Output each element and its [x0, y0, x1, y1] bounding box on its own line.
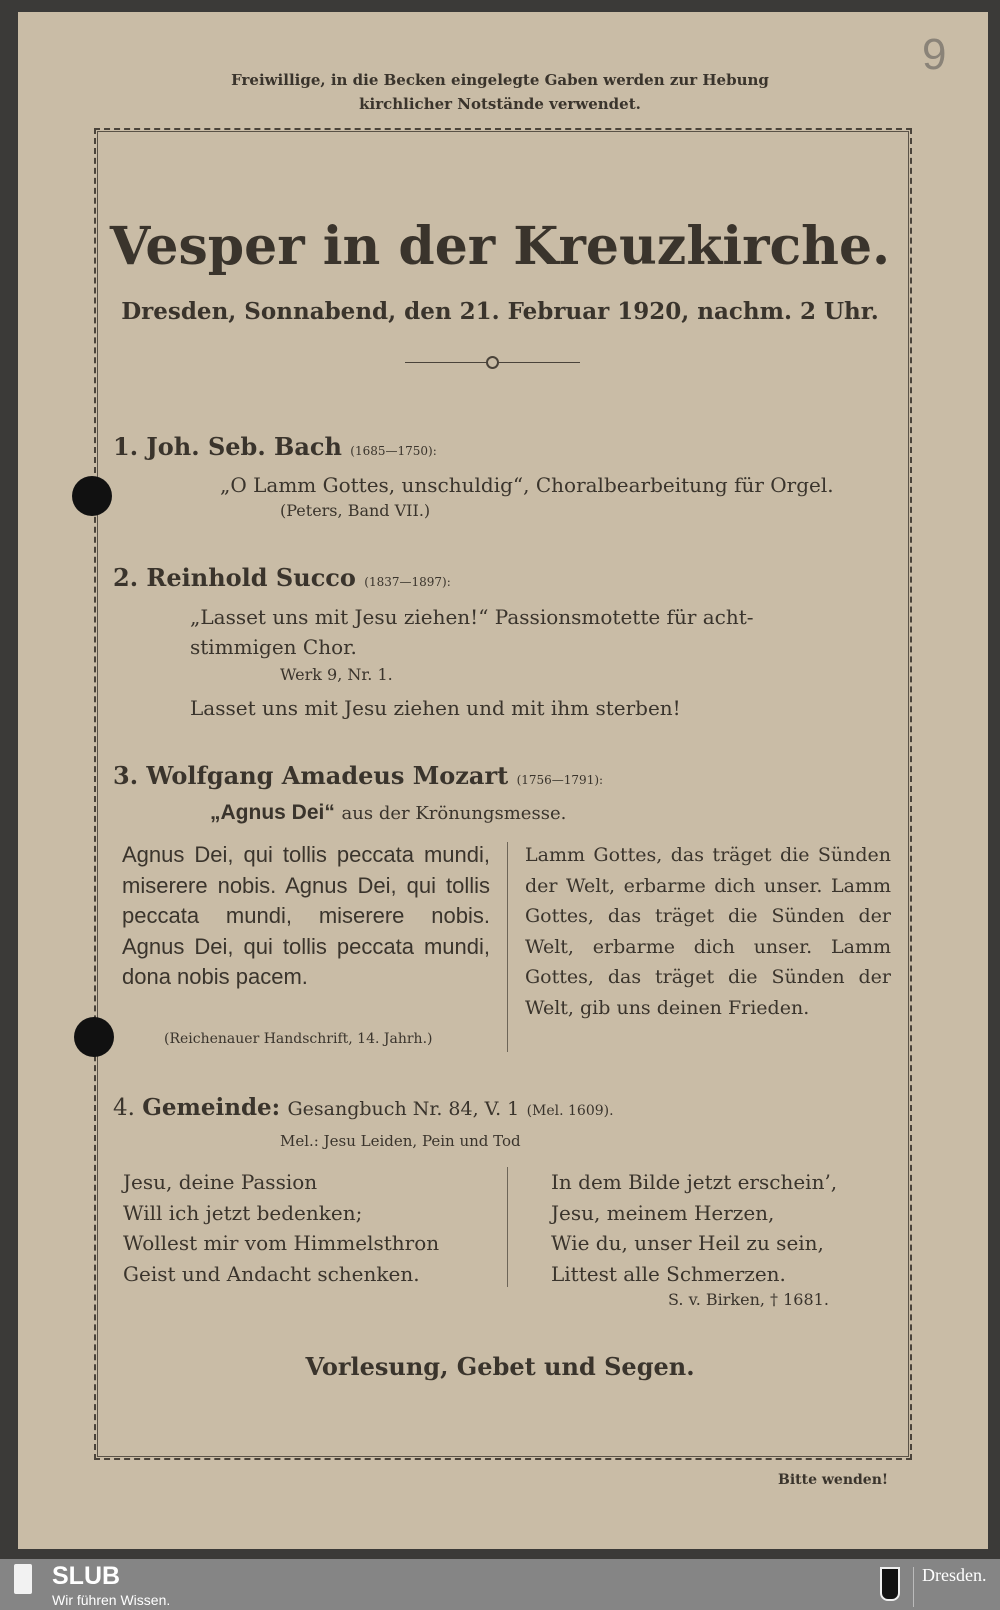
hymn-author: S. v. Birken, † 1681. [668, 1290, 829, 1309]
page-title: Vesper in der Kreuzkirche. [109, 216, 891, 277]
item-3-work: „Agnus Dei“ aus der Krönungsmesse. [210, 801, 567, 824]
turn-over-note: Bitte wenden! [778, 1472, 889, 1488]
ornament-icon [486, 356, 499, 369]
melody: Mel.: Jesu Leiden, Pein und Tod [280, 1132, 521, 1150]
dresden-coat-of-arms-icon [880, 1567, 900, 1601]
german-text: Lamm Gottes, das träget die Sünden der Welt, erbarme dich unser. Lamm Gottes, das träget die Sünden der Welt, erbarme dich unser. Lamm Gottes, das träget die Sünden der Welt, gib uns deinen Frieden. [525, 844, 891, 1019]
slub-logo[interactable]: SLUB [52, 1562, 121, 1590]
item-2-work: stimmigen Chor. [190, 635, 357, 659]
item-2-text: Lasset uns mit Jesu ziehen und mit ihm sterben! [190, 696, 681, 720]
hymn-right: In dem Bilde jetzt erschein’, Jesu, meinem Herzen, Wie du, unser Heil zu sein, Littest alle Schmerzen. [551, 1170, 838, 1286]
footer-bar [0, 1559, 1000, 1610]
punch-hole [74, 1017, 114, 1057]
slub-tagline: Wir führen Wissen. [52, 1592, 171, 1608]
item-2-opus: Werk 9, Nr. 1. [280, 665, 393, 684]
item-1-source: (Peters, Band VII.) [280, 501, 431, 520]
top-note-line: kirchlicher Notstände verwendet. [359, 95, 641, 113]
item-2-work: „Lasset uns mit Jesu ziehen!“ Passionsmotette für acht- [190, 605, 754, 629]
subtitle: Dresden, Sonnabend, den 21. Februar 1920, nachm. 2 Uhr. [121, 298, 879, 325]
punch-hole [72, 476, 112, 516]
column-divider [507, 1167, 508, 1287]
column-divider [507, 842, 508, 1052]
top-note-line: Freiwillige, in die Becken eingelegte Gaben werden zur Hebung [231, 71, 769, 89]
hymn-left: Jesu, deine Passion Will ich jetzt bedenken; Wollest mir vom Himmelsthron Geist und Andacht schenken. [123, 1170, 440, 1286]
dresden-logo[interactable]: Dresden. [922, 1565, 987, 1585]
page-number: 9 [922, 30, 947, 79]
item-1-heading: 1. Joh. Seb. Bach (1685—1750): [113, 432, 437, 461]
footer-divider [913, 1567, 914, 1607]
closing: Vorlesung, Gebet und Segen. [305, 1352, 695, 1381]
item-3-heading: 3. Wolfgang Amadeus Mozart (1756—1791): [113, 761, 604, 790]
item-1-work: „O Lamm Gottes, unschuldig“, Choralbearbeitung für Orgel. [220, 473, 834, 497]
item-4-heading: 4. Gemeinde: Gesangbuch Nr. 84, V. 1 (Mel. 1609). [113, 1094, 614, 1121]
slub-book-icon [14, 1564, 32, 1594]
latin-text: Agnus Dei, qui tollis peccata mundi, miserere nobis. Agnus Dei, qui tollis peccata mundi, miserere nobis. Agnus Dei, qui tollis peccata mundi, dona nobis pacem. [122, 842, 490, 989]
item-2-heading: 2. Reinhold Succo (1837—1897): [113, 563, 451, 592]
top-note [0, 68, 1000, 116]
latin-source: (Reichenauer Handschrift, 14. Jahrh.) [164, 1031, 433, 1047]
